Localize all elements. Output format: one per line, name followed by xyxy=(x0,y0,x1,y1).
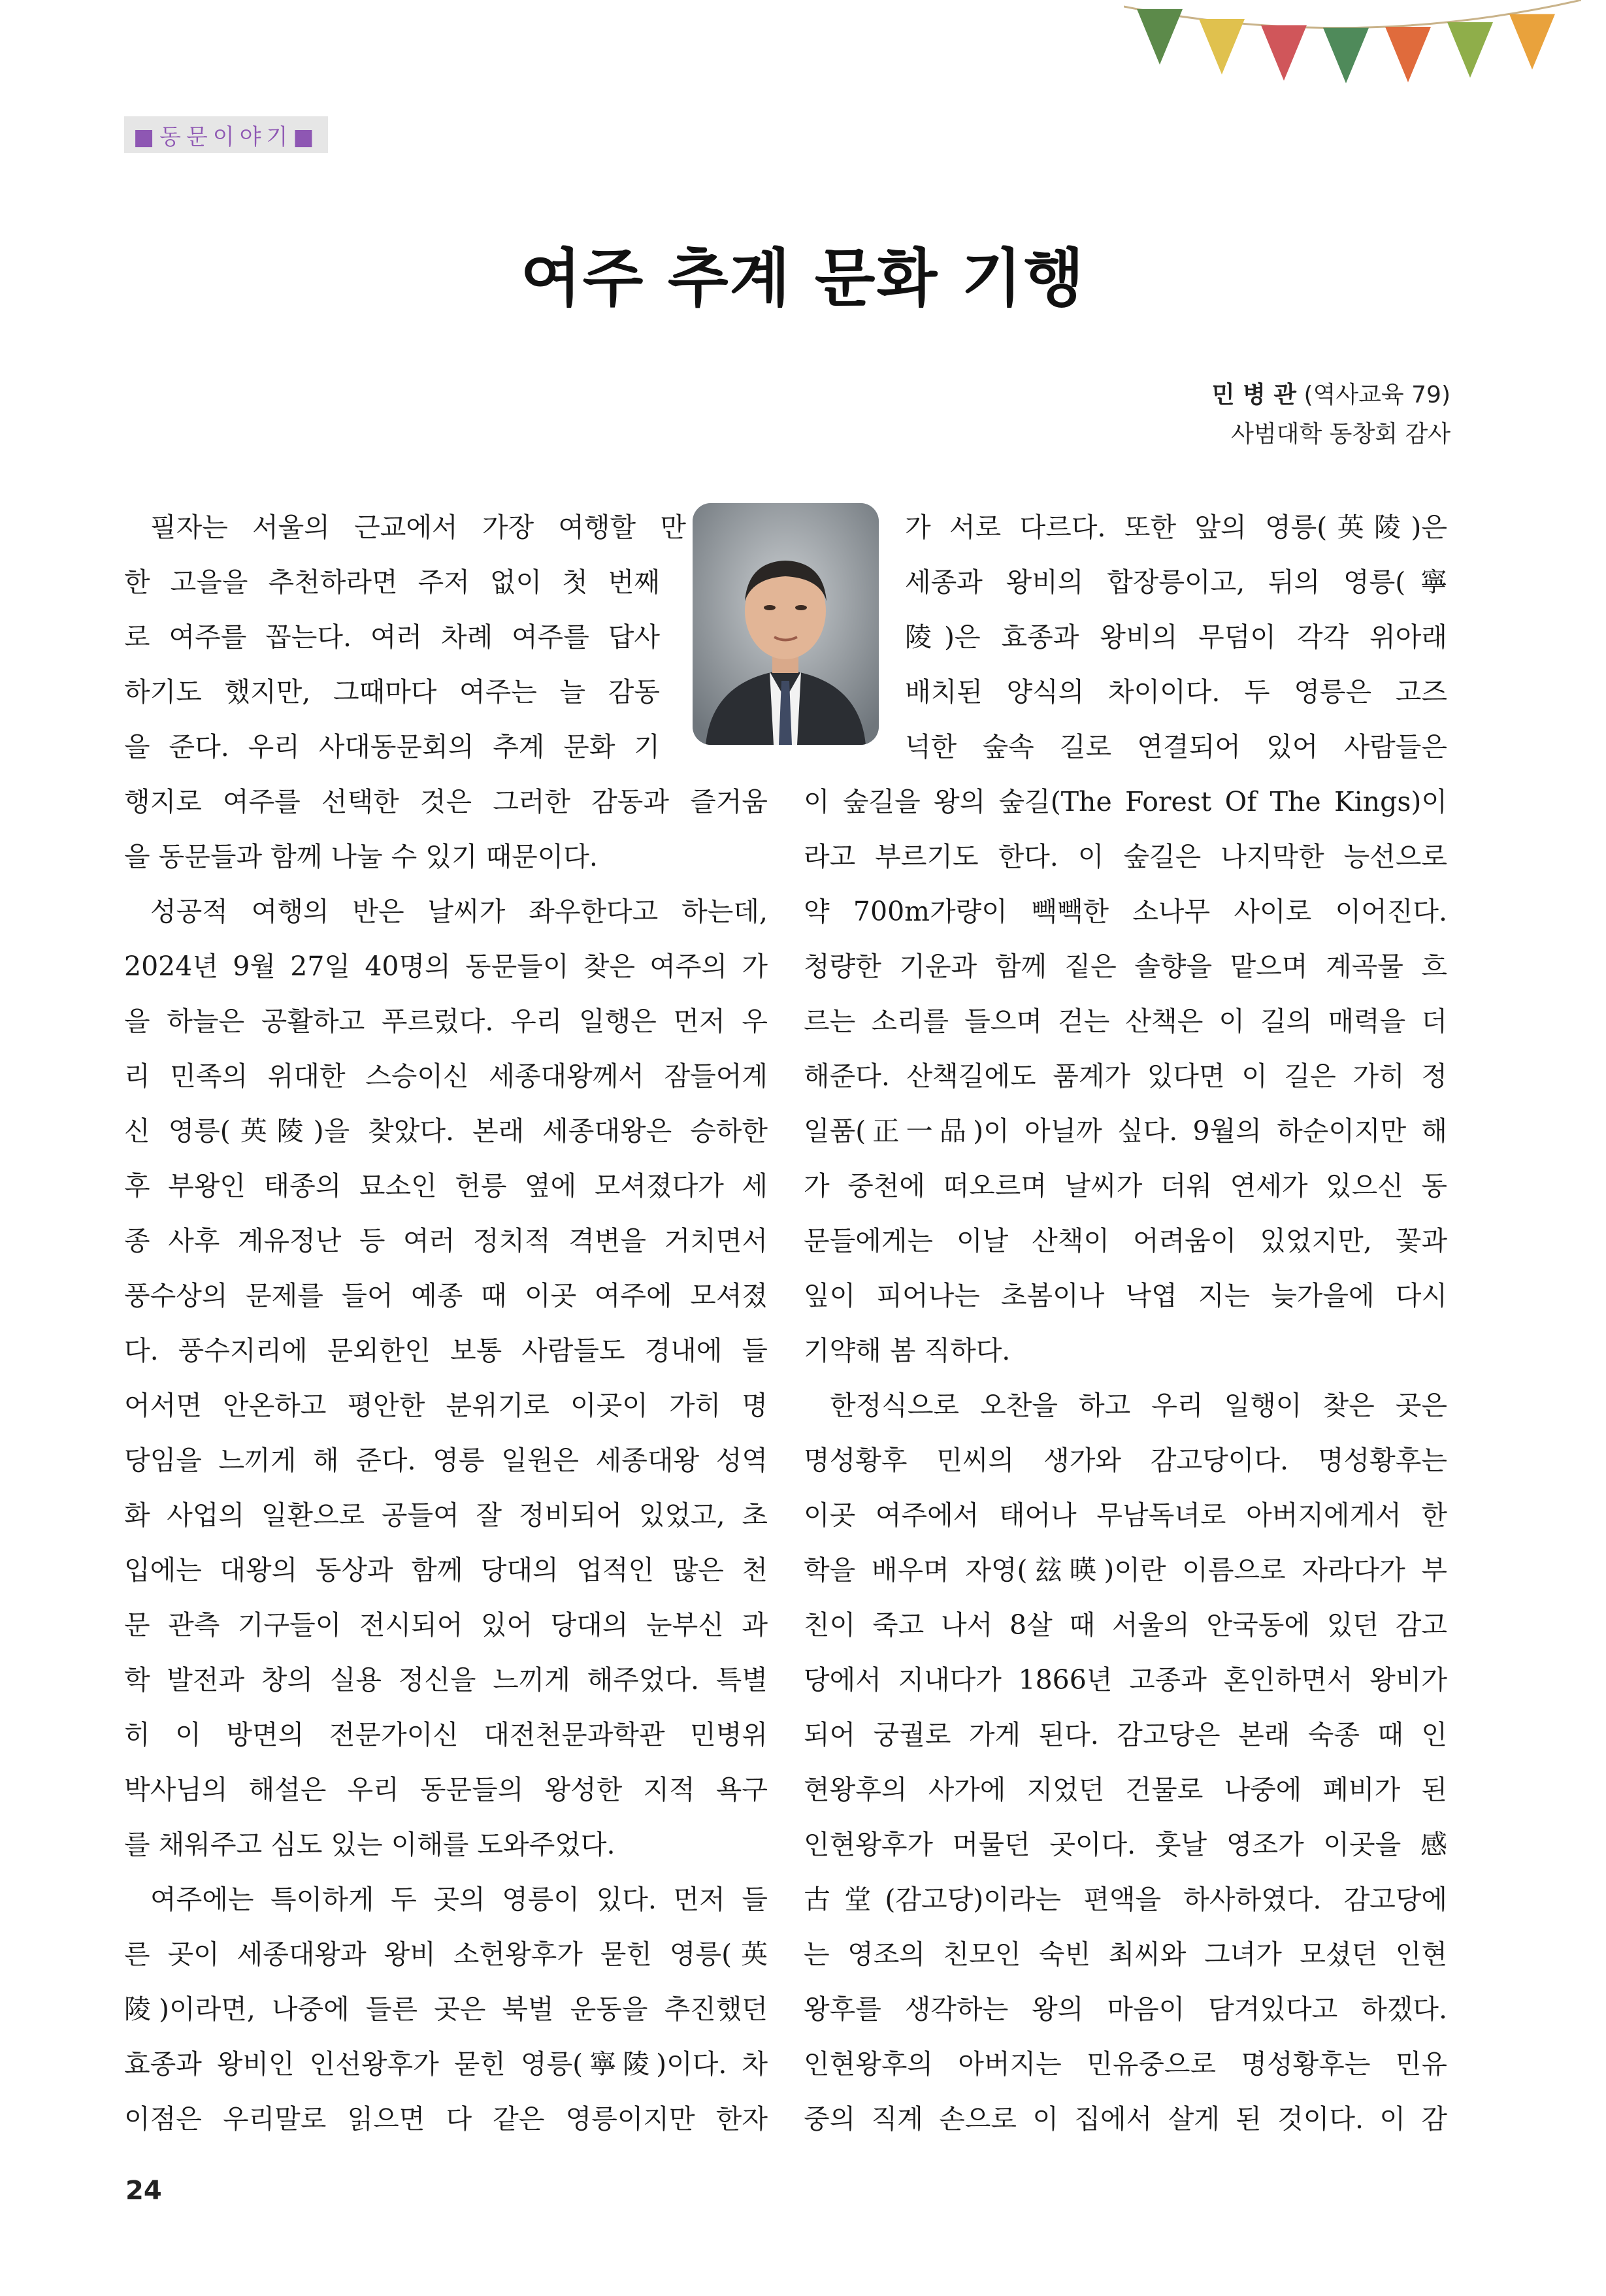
text-line: 인현왕후가 머물던 곳이다. 훗날 영조가 이곳을 感 xyxy=(804,1829,1447,1860)
text-line: 르는 소리를 들으며 걷는 산책은 이 길의 매력을 더 xyxy=(804,1006,1447,1037)
text-line: 해준다. 산책길에도 품계가 있다면 이 길은 가히 정 xyxy=(804,1060,1447,1092)
section-tag: ■동문이야기■ xyxy=(124,116,328,153)
author-name: 민 병 관 xyxy=(1211,382,1297,408)
text-line: 이점은 우리말로 읽으면 다 같은 영릉이지만 한자 xyxy=(124,2103,768,2135)
text-line: 이 숲길을 왕의 숲길(The Forest Of The Kings)이 xyxy=(804,786,1447,817)
text-line: 을 하늘은 공활하고 푸르렀다. 우리 일행은 먼저 우 xyxy=(124,1006,768,1037)
text-line: 른 곳이 세종대왕과 왕비 소헌왕후가 묻힌 영릉(英 xyxy=(124,1939,768,1970)
text-line: 한 고을을 추천하라면 주저 없이 첫 번째 xyxy=(124,566,660,598)
author-block xyxy=(1212,376,1450,454)
text-line: 기약해 봄 직하다. xyxy=(804,1335,1011,1366)
article-title: 여주 추계 문화 기행 xyxy=(520,242,1086,315)
text-line: 을 준다. 우리 사대동문회의 추계 문화 기 xyxy=(124,731,660,763)
bunting-flag xyxy=(1385,27,1431,82)
bunting-flag xyxy=(1447,22,1493,78)
text-line: 가 서로 다르다. 또한 앞의 영릉(英陵)은 xyxy=(905,512,1447,543)
text-line: 필자는 서울의 근교에서 가장 여행할 만 xyxy=(150,512,686,543)
text-line: 약 700m가량이 빽빽한 소나무 사이로 이어진다. xyxy=(804,896,1447,927)
text-line: 배치된 양식의 차이이다. 두 영릉은 고즈 xyxy=(905,676,1447,708)
text-line: 행지로 여주를 선택한 것은 그러한 감동과 즐거움 xyxy=(124,786,768,817)
text-line: 넉한 숲속 길로 연결되어 있어 사람들은 xyxy=(905,731,1447,763)
text-line: 古堂(감고당)이라는 편액을 하사하였다. 감고당에 xyxy=(804,1884,1447,1915)
text-line: 후 부왕인 태종의 묘소인 헌릉 옆에 모셔졌다가 세 xyxy=(124,1170,768,1202)
text-line: 2024년 9월 27일 40명의 동문들이 찾은 여주의 가 xyxy=(124,951,768,982)
text-line: 는 영조의 친모인 숙빈 최씨와 그녀가 모셨던 인현 xyxy=(804,1939,1447,1970)
text-line: 를 채워주고 심도 있는 이해를 도와주었다. xyxy=(124,1829,615,1860)
text-line: 명성황후 민씨의 생가와 감고당이다. 명성황후는 xyxy=(804,1445,1447,1476)
text-line: 로 여주를 꼽는다. 여러 차례 여주를 답사 xyxy=(124,621,660,653)
text-line: 중의 직계 손으로 이 집에서 살게 된 것이다. 이 감 xyxy=(804,2103,1447,2135)
text-line: 다. 풍수지리에 문외한인 보통 사람들도 경내에 들 xyxy=(124,1335,768,1366)
text-line: 박사님의 해설은 우리 동문들의 왕성한 지적 욕구 xyxy=(124,1774,768,1805)
text-line: 성공적 여행의 반은 날씨가 좌우한다고 하는데, xyxy=(150,896,768,927)
text-line: 신 영릉(英陵)을 찾았다. 본래 세종대왕은 승하한 xyxy=(124,1115,768,1147)
text-line: 가 중천에 떠오르며 날씨가 더워 연세가 있으신 동 xyxy=(804,1170,1447,1202)
author-affiliation: (역사교육 79) xyxy=(1303,382,1450,408)
text-line: 세종과 왕비의 합장릉이고, 뒤의 영릉(寧 xyxy=(905,566,1447,598)
bunting-flag xyxy=(1323,28,1369,84)
bunting-flag xyxy=(1199,19,1245,74)
text-line: 학을 배우며 자영(玆暎)이란 이름으로 자라다가 부 xyxy=(804,1554,1447,1586)
bunting-flag xyxy=(1137,9,1183,65)
text-line: 종 사후 계유정난 등 여러 정치적 격변을 거치면서 xyxy=(124,1225,768,1256)
text-line: 현왕후의 사가에 지었던 건물로 나중에 폐비가 된 xyxy=(804,1774,1447,1805)
text-line: 한정식으로 오찬을 하고 우리 일행이 찾은 곳은 xyxy=(830,1390,1447,1421)
text-line: 리 민족의 위대한 스승이신 세종대왕께서 잠들어계 xyxy=(124,1060,768,1092)
text-line: 입에는 대왕의 동상과 함께 당대의 업적인 많은 천 xyxy=(124,1554,768,1586)
text-line: 학 발전과 창의 실용 정신을 느끼게 해주었다. 특별 xyxy=(124,1664,768,1696)
text-line: 히 이 방면의 전문가이신 대전천문과학관 민병위 xyxy=(124,1719,768,1750)
author-role: 사범대학 동창회 감사 xyxy=(1231,421,1450,448)
text-line: 陵)이라면, 나중에 들른 곳은 북벌 운동을 추진했던 xyxy=(124,1993,768,2025)
text-line: 당임을 느끼게 해 준다. 영릉 일원은 세종대왕 성역 xyxy=(124,1445,768,1476)
bunting-decoration xyxy=(1124,0,1581,131)
text-line: 친이 죽고 나서 8살 때 서울의 안국동에 있던 감고 xyxy=(804,1609,1447,1641)
text-line: 청량한 기운과 함께 짙은 솔향을 맡으며 계곡물 흐 xyxy=(804,951,1447,982)
text-line: 이곳 여주에서 태어나 무남독녀로 아버지에게서 한 xyxy=(804,1500,1447,1531)
bunting-flag xyxy=(1509,14,1555,69)
text-line: 을 동문들과 함께 나눌 수 있기 때문이다. xyxy=(124,841,598,872)
text-line: 문들에게는 이날 산책이 어려움이 있었지만, 꽃과 xyxy=(804,1225,1447,1256)
text-line: 풍수상의 문제를 들어 예종 때 이곳 여주에 모셔졌 xyxy=(124,1280,768,1311)
text-line: 문 관측 기구들이 전시되어 있어 당대의 눈부신 과 xyxy=(124,1609,768,1641)
text-line: 인현왕후의 아버지는 민유중으로 명성황후는 민유 xyxy=(804,2048,1447,2080)
text-line: 잎이 피어나는 초봄이나 낙엽 지는 늦가을에 다시 xyxy=(804,1280,1447,1311)
text-line: 陵)은 효종과 왕비의 무덤이 각각 위아래 xyxy=(905,621,1447,653)
text-line: 하기도 했지만, 그때마다 여주는 늘 감동 xyxy=(124,676,660,708)
text-column-left xyxy=(124,500,768,2146)
text-line: 화 사업의 일환으로 공들여 잘 정비되어 있었고, 초 xyxy=(124,1500,768,1531)
text-line: 여주에는 특이하게 두 곳의 영릉이 있다. 먼저 들 xyxy=(150,1884,768,1915)
text-line: 되어 궁궐로 가게 된다. 감고당은 본래 숙종 때 인 xyxy=(804,1719,1447,1750)
text-line: 라고 부르기도 한다. 이 숲길은 나지막한 능선으로 xyxy=(804,841,1447,872)
text-line: 효종과 왕비인 인선왕후가 묻힌 영릉(寧陵)이다. 차 xyxy=(124,2048,768,2080)
text-column-right xyxy=(804,500,1447,2146)
bunting-flag xyxy=(1261,25,1307,81)
text-line: 어서면 안온하고 평안한 분위기로 이곳이 가히 명 xyxy=(124,1390,768,1421)
text-line: 왕후를 생각하는 왕의 마음이 담겨있다고 하겠다. xyxy=(804,1993,1447,2025)
text-line: 일품(正一品)이 아닐까 싶다. 9월의 하순이지만 해 xyxy=(804,1115,1447,1147)
page-number: 24 xyxy=(125,2176,162,2206)
text-line: 당에서 지내다가 1866년 고종과 혼인하면서 왕비가 xyxy=(804,1664,1447,1696)
